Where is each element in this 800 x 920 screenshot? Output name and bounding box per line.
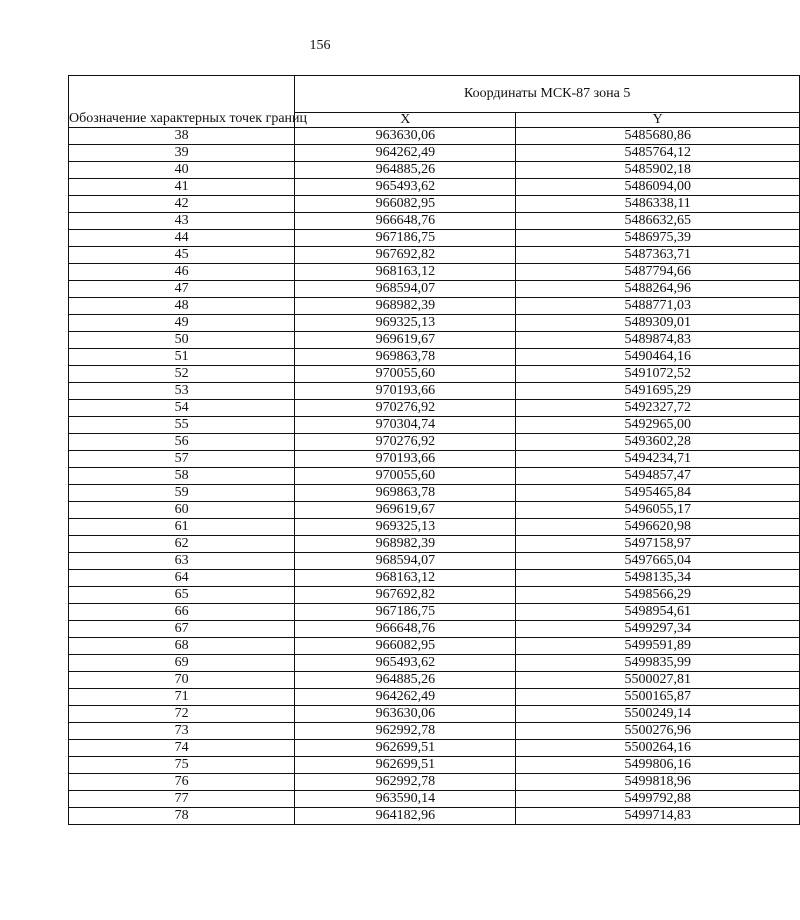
x-coordinate-cell: 970055,60	[295, 366, 516, 383]
point-number-cell: 54	[69, 400, 295, 417]
x-coordinate-cell: 964262,49	[295, 145, 516, 162]
x-coordinate-cell: 962992,78	[295, 774, 516, 791]
point-number-cell: 53	[69, 383, 295, 400]
table-row	[69, 740, 800, 757]
y-coordinate-cell: 5498954,61	[516, 604, 800, 621]
x-coordinate-cell: 968594,07	[295, 281, 516, 298]
y-coordinate-cell: 5495465,84	[516, 485, 800, 502]
point-number-cell: 74	[69, 740, 295, 757]
point-number-cell: 70	[69, 672, 295, 689]
table-row	[69, 400, 800, 417]
table-row	[69, 298, 800, 315]
y-coordinate-cell: 5497665,04	[516, 553, 800, 570]
y-coordinate-cell: 5496055,17	[516, 502, 800, 519]
table-row	[69, 808, 800, 825]
point-number-cell: 47	[69, 281, 295, 298]
point-number-cell: 44	[69, 230, 295, 247]
coordinates-table	[68, 75, 800, 825]
x-coordinate-cell: 966648,76	[295, 621, 516, 638]
table-row	[69, 655, 800, 672]
y-coordinate-cell: 5496620,98	[516, 519, 800, 536]
x-coordinate-cell: 969863,78	[295, 349, 516, 366]
y-coordinate-cell: 5500276,96	[516, 723, 800, 740]
table-row	[69, 162, 800, 179]
x-coordinate-cell: 968982,39	[295, 536, 516, 553]
point-number-cell: 39	[69, 145, 295, 162]
x-coordinate-cell: 969619,67	[295, 332, 516, 349]
table-row	[69, 145, 800, 162]
table-row	[69, 519, 800, 536]
point-number-cell: 40	[69, 162, 295, 179]
point-number-cell: 78	[69, 808, 295, 825]
point-number-cell: 61	[69, 519, 295, 536]
y-coordinate-cell: 5489874,83	[516, 332, 800, 349]
table-row	[69, 553, 800, 570]
point-number-cell: 43	[69, 213, 295, 230]
x-coordinate-cell: 969325,13	[295, 519, 516, 536]
point-number-cell: 57	[69, 451, 295, 468]
table-row	[69, 791, 800, 808]
x-coordinate-cell: 964262,49	[295, 689, 516, 706]
table-row	[69, 366, 800, 383]
table-row	[69, 128, 800, 145]
x-coordinate-cell: 966082,95	[295, 638, 516, 655]
y-coordinate-cell: 5485902,18	[516, 162, 800, 179]
x-coordinate-cell: 968594,07	[295, 553, 516, 570]
table-row	[69, 621, 800, 638]
x-coordinate-cell: 968982,39	[295, 298, 516, 315]
point-number-cell: 77	[69, 791, 295, 808]
point-number-cell: 68	[69, 638, 295, 655]
table-row	[69, 587, 800, 604]
point-number-cell: 52	[69, 366, 295, 383]
y-column-header: Y	[516, 113, 800, 128]
y-coordinate-cell: 5499792,88	[516, 791, 800, 808]
table-row	[69, 213, 800, 230]
table-row	[69, 468, 800, 485]
y-coordinate-cell: 5500165,87	[516, 689, 800, 706]
table-row	[69, 383, 800, 400]
x-coordinate-cell: 966082,95	[295, 196, 516, 213]
x-coordinate-cell: 967186,75	[295, 604, 516, 621]
y-coordinate-cell: 5493602,28	[516, 434, 800, 451]
y-coordinate-cell: 5486975,39	[516, 230, 800, 247]
point-number-cell: 64	[69, 570, 295, 587]
y-coordinate-cell: 5494234,71	[516, 451, 800, 468]
point-number-cell: 45	[69, 247, 295, 264]
table-row	[69, 230, 800, 247]
table-row	[69, 349, 800, 366]
y-coordinate-cell: 5499714,83	[516, 808, 800, 825]
table-row	[69, 638, 800, 655]
point-number-cell: 62	[69, 536, 295, 553]
x-coordinate-cell: 964885,26	[295, 672, 516, 689]
x-coordinate-cell: 964885,26	[295, 162, 516, 179]
point-number-cell: 66	[69, 604, 295, 621]
x-coordinate-cell: 968163,12	[295, 570, 516, 587]
table-row	[69, 689, 800, 706]
x-coordinate-cell: 969325,13	[295, 315, 516, 332]
point-number-cell: 67	[69, 621, 295, 638]
x-coordinate-cell: 968163,12	[295, 264, 516, 281]
x-coordinate-cell: 967692,82	[295, 247, 516, 264]
y-coordinate-cell: 5497158,97	[516, 536, 800, 553]
x-coordinate-cell: 970276,92	[295, 434, 516, 451]
point-number-cell: 72	[69, 706, 295, 723]
table-row	[69, 757, 800, 774]
table-row	[69, 672, 800, 689]
y-coordinate-cell: 5489309,01	[516, 315, 800, 332]
y-coordinate-cell: 5499835,99	[516, 655, 800, 672]
y-coordinate-cell: 5488771,03	[516, 298, 800, 315]
coordinates-header: Координаты МСК-87 зона 5	[295, 76, 800, 113]
point-number-cell: 42	[69, 196, 295, 213]
x-coordinate-cell: 963630,06	[295, 128, 516, 145]
table-row	[69, 451, 800, 468]
x-coordinate-cell: 966648,76	[295, 213, 516, 230]
table-row	[69, 604, 800, 621]
point-number-cell: 46	[69, 264, 295, 281]
y-coordinate-cell: 5491072,52	[516, 366, 800, 383]
x-column-header: X	[295, 113, 516, 128]
point-number-cell: 73	[69, 723, 295, 740]
x-coordinate-cell: 970055,60	[295, 468, 516, 485]
x-coordinate-cell: 969619,67	[295, 502, 516, 519]
x-coordinate-cell: 970276,92	[295, 400, 516, 417]
y-coordinate-cell: 5499806,16	[516, 757, 800, 774]
x-coordinate-cell: 964182,96	[295, 808, 516, 825]
point-number-cell: 58	[69, 468, 295, 485]
y-coordinate-cell: 5485764,12	[516, 145, 800, 162]
point-number-cell: 63	[69, 553, 295, 570]
y-coordinate-cell: 5488264,96	[516, 281, 800, 298]
x-coordinate-cell: 962992,78	[295, 723, 516, 740]
point-number-cell: 38	[69, 128, 295, 145]
y-coordinate-cell: 5490464,16	[516, 349, 800, 366]
point-number-cell: 59	[69, 485, 295, 502]
point-number-cell: 65	[69, 587, 295, 604]
table-row	[69, 247, 800, 264]
y-coordinate-cell: 5494857,47	[516, 468, 800, 485]
x-coordinate-cell: 970304,74	[295, 417, 516, 434]
y-coordinate-cell: 5486094,00	[516, 179, 800, 196]
table-row	[69, 536, 800, 553]
point-designation-header: Обозначение характерных точек границ	[69, 76, 295, 128]
y-coordinate-cell: 5500249,14	[516, 706, 800, 723]
point-number-cell: 50	[69, 332, 295, 349]
y-coordinate-cell: 5486338,11	[516, 196, 800, 213]
point-number-cell: 75	[69, 757, 295, 774]
table-row	[69, 332, 800, 349]
table-row	[69, 502, 800, 519]
x-coordinate-cell: 970193,66	[295, 383, 516, 400]
point-number-cell: 51	[69, 349, 295, 366]
table-row	[69, 417, 800, 434]
x-coordinate-cell: 963630,06	[295, 706, 516, 723]
point-number-cell: 69	[69, 655, 295, 672]
x-coordinate-cell: 965493,62	[295, 655, 516, 672]
x-coordinate-cell: 963590,14	[295, 791, 516, 808]
x-coordinate-cell: 962699,51	[295, 757, 516, 774]
y-coordinate-cell: 5500027,81	[516, 672, 800, 689]
table-row	[69, 434, 800, 451]
table-body	[69, 128, 800, 825]
table-row	[69, 281, 800, 298]
y-coordinate-cell: 5499591,89	[516, 638, 800, 655]
page-number: 156	[309, 38, 331, 53]
y-coordinate-cell: 5487363,71	[516, 247, 800, 264]
y-coordinate-cell: 5487794,66	[516, 264, 800, 281]
y-coordinate-cell: 5491695,29	[516, 383, 800, 400]
y-coordinate-cell: 5485680,86	[516, 128, 800, 145]
point-number-cell: 76	[69, 774, 295, 791]
table-row	[69, 485, 800, 502]
table-row	[69, 723, 800, 740]
y-coordinate-cell: 5499818,96	[516, 774, 800, 791]
table-row	[69, 315, 800, 332]
point-number-cell: 71	[69, 689, 295, 706]
x-coordinate-cell: 962699,51	[295, 740, 516, 757]
table-row	[69, 264, 800, 281]
point-number-cell: 49	[69, 315, 295, 332]
table-row	[69, 706, 800, 723]
y-coordinate-cell: 5486632,65	[516, 213, 800, 230]
y-coordinate-cell: 5498566,29	[516, 587, 800, 604]
y-coordinate-cell: 5500264,16	[516, 740, 800, 757]
point-number-cell: 55	[69, 417, 295, 434]
y-coordinate-cell: 5492327,72	[516, 400, 800, 417]
point-number-cell: 56	[69, 434, 295, 451]
x-coordinate-cell: 970193,66	[295, 451, 516, 468]
point-number-cell: 41	[69, 179, 295, 196]
point-number-cell: 48	[69, 298, 295, 315]
x-coordinate-cell: 965493,62	[295, 179, 516, 196]
x-coordinate-cell: 967186,75	[295, 230, 516, 247]
x-coordinate-cell: 967692,82	[295, 587, 516, 604]
y-coordinate-cell: 5492965,00	[516, 417, 800, 434]
y-coordinate-cell: 5498135,34	[516, 570, 800, 587]
table-row	[69, 570, 800, 587]
table-row	[69, 196, 800, 213]
table-row	[69, 774, 800, 791]
y-coordinate-cell: 5499297,34	[516, 621, 800, 638]
x-coordinate-cell: 969863,78	[295, 485, 516, 502]
table-row	[69, 179, 800, 196]
point-number-cell: 60	[69, 502, 295, 519]
